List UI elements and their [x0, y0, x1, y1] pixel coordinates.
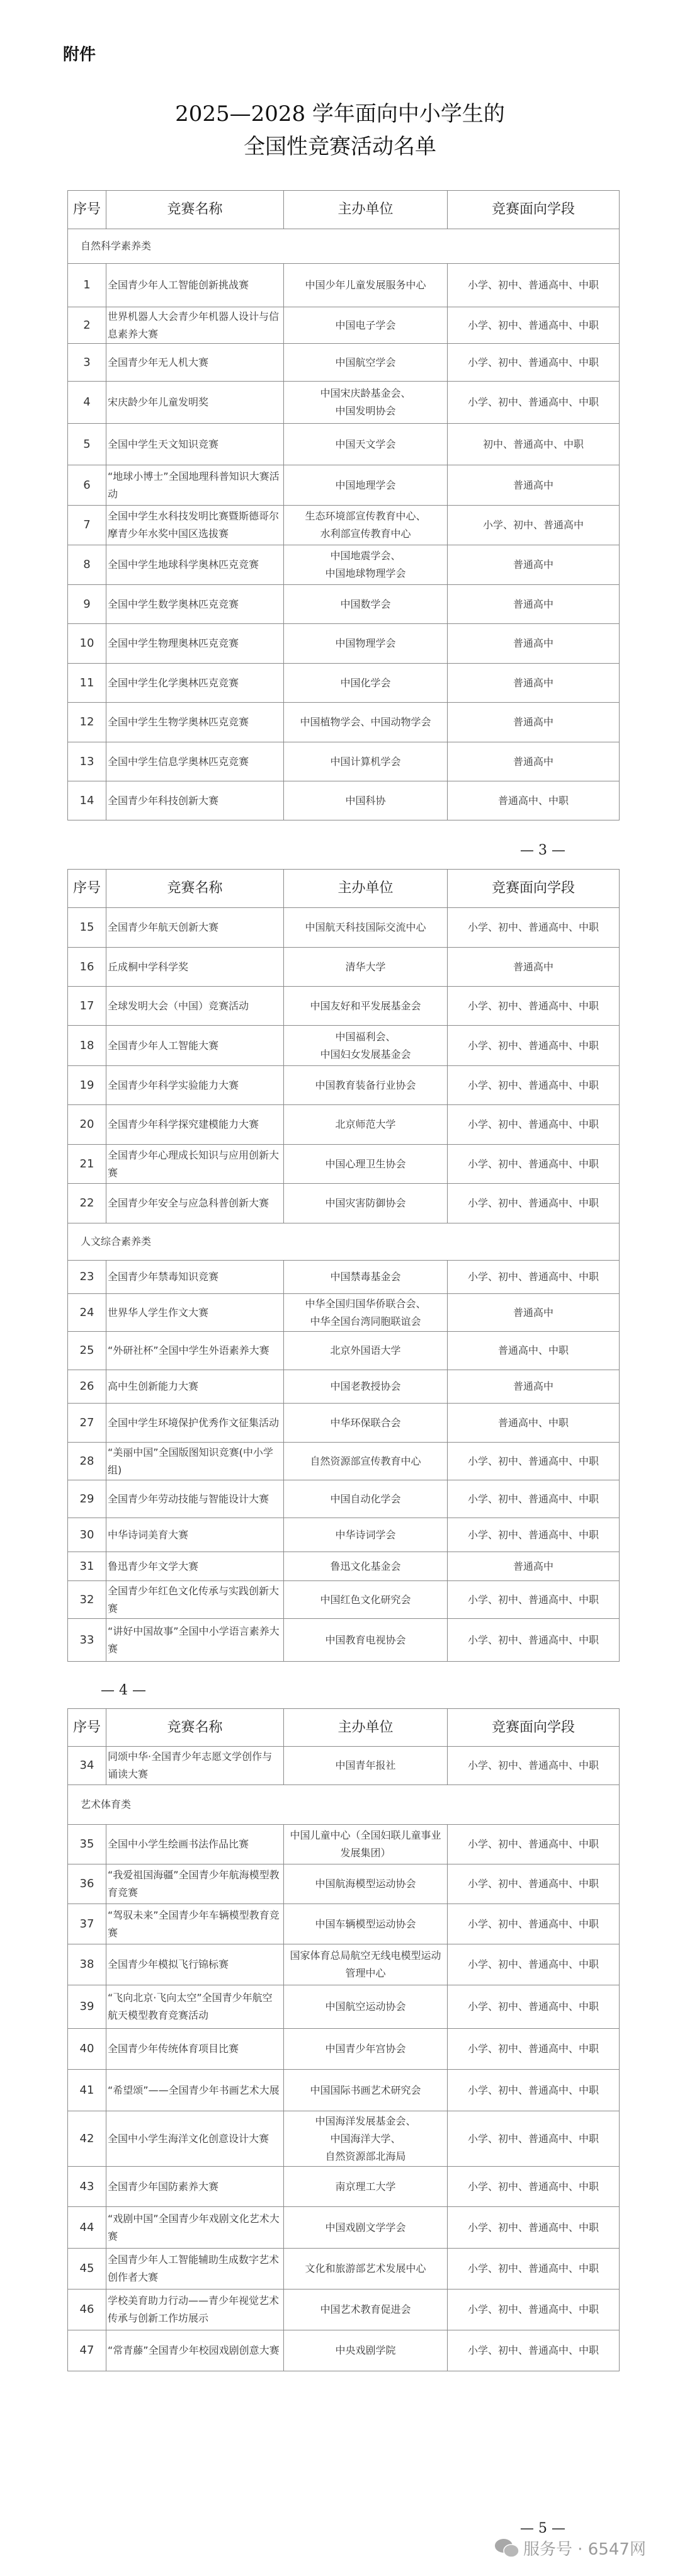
serial-number: 21 [68, 1145, 106, 1184]
school-level: 小学、初中、普通高中、中职 [448, 2029, 620, 2070]
competition-name: “美丽中国”全国版图知识竞赛(中小学组) [106, 1443, 284, 1480]
serial-number: 14 [68, 781, 106, 820]
table-row [68, 1552, 620, 1581]
competition-name: 全国中学生生物学奥林匹克竞赛 [106, 703, 284, 742]
serial-number: 5 [68, 424, 106, 465]
serial-number: 47 [68, 2330, 106, 2371]
competition-name: 全国青少年安全与应急科普创新大赛 [106, 1184, 284, 1223]
header-no: 序号 [68, 191, 106, 229]
school-level: 小学、初中、普通高中 [448, 506, 620, 545]
organizer: 中国少年儿童发展服务中心 [284, 264, 448, 307]
table-row [68, 1184, 620, 1223]
table-row [68, 987, 620, 1026]
table-row [68, 382, 620, 424]
table-row [68, 344, 620, 382]
attachment-label: 附件 [63, 45, 96, 64]
serial-number: 38 [68, 1944, 106, 1985]
header-organizer: 主办单位 [284, 1709, 448, 1747]
serial-number: 27 [68, 1404, 106, 1443]
competition-name: “驾驭未来”全国青少年车辆模型教育竞赛 [106, 1904, 284, 1944]
competition-name: 丘成桐中学科学奖 [106, 948, 284, 987]
organizer: 中国航空学会 [284, 344, 448, 382]
serial-number: 40 [68, 2029, 106, 2070]
serial-number: 46 [68, 2289, 106, 2330]
competition-name: 世界机器人大会青少年机器人设计与信息素养大赛 [106, 307, 284, 344]
competition-name: 全国青少年无人机大赛 [106, 344, 284, 382]
school-level: 小学、初中、普通高中、中职 [448, 1066, 620, 1105]
serial-number: 15 [68, 908, 106, 948]
organizer: 中华环保联合会 [284, 1404, 448, 1443]
header-level: 竞赛面向学段 [448, 1709, 620, 1747]
organizer: 中国航海模型运动协会 [284, 1864, 448, 1904]
table-row [68, 948, 620, 987]
table-row [68, 1370, 620, 1404]
serial-number: 30 [68, 1518, 106, 1552]
competition-table-page-5 [67, 1708, 620, 2371]
organizer: 中国地理学会 [284, 465, 448, 506]
school-level: 小学、初中、普通高中、中职 [448, 2111, 620, 2167]
organizer: 国家体育总局航空无线电模型运动管理中心 [284, 1944, 448, 1985]
table-row [68, 1026, 620, 1066]
serial-number: 12 [68, 703, 106, 742]
organizer: 中国宋庆龄基金会、 中国发明协会 [284, 382, 448, 424]
school-level: 小学、初中、普通高中、中职 [448, 2207, 620, 2249]
serial-number: 20 [68, 1105, 106, 1145]
table-row [68, 2167, 620, 2207]
table-row [68, 1904, 620, 1944]
serial-number: 44 [68, 2207, 106, 2249]
serial-number: 26 [68, 1370, 106, 1404]
organizer: 中国儿童中心（全国妇联儿童事业发展集团） [284, 1825, 448, 1864]
table-row [68, 1825, 620, 1864]
table-row [68, 1404, 620, 1443]
organizer: 中国福利会、 中国妇女发展基金会 [284, 1026, 448, 1066]
table-row [68, 307, 620, 344]
school-level: 小学、初中、普通高中、中职 [448, 1518, 620, 1552]
serial-number: 25 [68, 1332, 106, 1370]
serial-number: 7 [68, 506, 106, 545]
serial-number: 18 [68, 1026, 106, 1066]
competition-name: 全国青少年劳动技能与智能设计大赛 [106, 1480, 284, 1518]
competition-name: 全国中学生环境保护优秀作文征集活动 [106, 1404, 284, 1443]
serial-number: 10 [68, 624, 106, 664]
table-row [68, 1864, 620, 1904]
serial-number: 22 [68, 1184, 106, 1223]
table-row [68, 585, 620, 624]
school-level: 普通高中 [448, 624, 620, 664]
table-row [68, 545, 620, 585]
school-level: 普通高中、中职 [448, 1332, 620, 1370]
header-name: 竞赛名称 [106, 191, 284, 229]
organizer: 中国戏剧文学学会 [284, 2207, 448, 2249]
school-level: 普通高中 [448, 703, 620, 742]
organizer: 中国红色文化研究会 [284, 1581, 448, 1619]
serial-number: 35 [68, 1825, 106, 1864]
serial-number: 1 [68, 264, 106, 307]
organizer: 中国友好和平发展基金会 [284, 987, 448, 1026]
school-level: 小学、初中、普通高中、中职 [448, 1944, 620, 1985]
serial-number: 6 [68, 465, 106, 506]
organizer: 中国数学会 [284, 585, 448, 624]
organizer: 中国教育电视协会 [284, 1619, 448, 1662]
organizer: 南京理工大学 [284, 2167, 448, 2207]
competition-name: “外研社杯”全国中学生外语素养大赛 [106, 1332, 284, 1370]
competition-name: 全国中小学生海洋文化创意设计大赛 [106, 2111, 284, 2167]
category-label: 艺术体育类 [68, 1785, 620, 1825]
serial-number: 43 [68, 2167, 106, 2207]
page-number: — 5 — [520, 2521, 565, 2536]
competition-name: 全国青少年科学实验能力大赛 [106, 1066, 284, 1105]
school-level: 小学、初中、普通高中、中职 [448, 1581, 620, 1619]
competition-name: “常青藤”全国青少年校园戏剧创意大赛 [106, 2330, 284, 2371]
school-level: 小学、初中、普通高中、中职 [448, 1985, 620, 2029]
document-title-line1: 2025—2028 学年面向中小学生的 [175, 101, 505, 127]
competition-name: “地球小博士”全国地理科普知识大赛活动 [106, 465, 284, 506]
school-level: 小学、初中、普通高中、中职 [448, 1443, 620, 1480]
school-level: 小学、初中、普通高中、中职 [448, 1026, 620, 1066]
school-level: 小学、初中、普通高中、中职 [448, 2070, 620, 2111]
table-row [68, 1294, 620, 1332]
competition-name: 全国青少年红色文化传承与实践创新大赛 [106, 1581, 284, 1619]
organizer: 文化和旅游部艺术发展中心 [284, 2249, 448, 2289]
organizer: 清华大学 [284, 948, 448, 987]
organizer: 中华诗词学会 [284, 1518, 448, 1552]
category-row [68, 229, 620, 264]
organizer: 中国自动化学会 [284, 1480, 448, 1518]
table-row [68, 1480, 620, 1518]
school-level: 小学、初中、普通高中、中职 [448, 344, 620, 382]
competition-name: 全国青少年心理成长知识与应用创新大赛 [106, 1145, 284, 1184]
serial-number: 28 [68, 1443, 106, 1480]
competition-name: 全国青少年模拟飞行锦标赛 [106, 1944, 284, 1985]
school-level: 普通高中 [448, 742, 620, 781]
organizer: 中国青少年宫协会 [284, 2029, 448, 2070]
competition-name: “希望颂”——全国青少年书画艺术大展 [106, 2070, 284, 2111]
serial-number: 37 [68, 1904, 106, 1944]
competition-name: 全国青少年国防素养大赛 [106, 2167, 284, 2207]
school-level: 普通高中 [448, 1552, 620, 1581]
organizer: 北京外国语大学 [284, 1332, 448, 1370]
table-row [68, 2289, 620, 2330]
organizer: 中国车辆模型运动协会 [284, 1904, 448, 1944]
school-level: 初中、普通高中、中职 [448, 424, 620, 465]
school-level: 小学、初中、普通高中、中职 [448, 2249, 620, 2289]
serial-number: 2 [68, 307, 106, 344]
category-row [68, 1785, 620, 1825]
header-no: 序号 [68, 1709, 106, 1747]
school-level: 小学、初中、普通高中、中职 [448, 1747, 620, 1785]
competition-name: “戏剧中国”全国青少年戏剧文化艺术大赛 [106, 2207, 284, 2249]
table-row [68, 2330, 620, 2371]
competition-name: 学校美育助力行动——青少年视觉艺术传承与创新工作坊展示 [106, 2289, 284, 2330]
organizer: 中国心理卫生协会 [284, 1145, 448, 1184]
table-row [68, 664, 620, 703]
serial-number: 16 [68, 948, 106, 987]
organizer: 中国天文学会 [284, 424, 448, 465]
school-level: 普通高中 [448, 545, 620, 585]
table-row [68, 1518, 620, 1552]
school-level: 普通高中、中职 [448, 781, 620, 820]
school-level: 小学、初中、普通高中、中职 [448, 1864, 620, 1904]
page-number: — 3 — [520, 843, 565, 858]
competition-name: 全国中学生化学奥林匹克竞赛 [106, 664, 284, 703]
competition-name: “讲好中国故事”全国中小学语言素养大赛 [106, 1619, 284, 1662]
competition-name: 同颂中华·全国青少年志愿文学创作与诵读大赛 [106, 1747, 284, 1785]
school-level: 小学、初中、普通高中、中职 [448, 1145, 620, 1184]
organizer: 中国植物学会、中国动物学会 [284, 703, 448, 742]
table-header-row [68, 191, 620, 229]
competition-name: “飞向北京·飞向太空”全国青少年航空航天模型教育竞赛活动 [106, 1985, 284, 2029]
table-row [68, 781, 620, 820]
table-row [68, 2029, 620, 2070]
watermark [494, 2536, 646, 2560]
table-row [68, 2207, 620, 2249]
organizer: 北京师范大学 [284, 1105, 448, 1145]
school-level: 小学、初中、普通高中、中职 [448, 382, 620, 424]
header-organizer: 主办单位 [284, 191, 448, 229]
organizer: 中国化学会 [284, 664, 448, 703]
school-level: 小学、初中、普通高中、中职 [448, 1480, 620, 1518]
competition-name: 鲁迅青少年文学大赛 [106, 1552, 284, 1581]
competition-name: “我爱祖国海疆”全国青少年航海模型教育竞赛 [106, 1864, 284, 1904]
table-header-row [68, 1709, 620, 1747]
serial-number: 24 [68, 1294, 106, 1332]
competition-name: 高中生创新能力大赛 [106, 1370, 284, 1404]
header-name: 竞赛名称 [106, 870, 284, 908]
serial-number: 45 [68, 2249, 106, 2289]
school-level: 普通高中 [448, 948, 620, 987]
category-label: 自然科学素养类 [68, 229, 620, 264]
competition-name: 宋庆龄少年儿童发明奖 [106, 382, 284, 424]
school-level: 普通高中 [448, 585, 620, 624]
competition-name: 全球发明大会（中国）竞赛活动 [106, 987, 284, 1026]
competition-name: 中华诗词美育大赛 [106, 1518, 284, 1552]
competition-name: 全国青少年人工智能大赛 [106, 1026, 284, 1066]
organizer: 中国物理学会 [284, 624, 448, 664]
serial-number: 42 [68, 2111, 106, 2167]
table-row [68, 1581, 620, 1619]
serial-number: 4 [68, 382, 106, 424]
organizer: 中国航空运动协会 [284, 1985, 448, 2029]
organizer: 中国电子学会 [284, 307, 448, 344]
school-level: 普通高中 [448, 664, 620, 703]
serial-number: 29 [68, 1480, 106, 1518]
wechat-icon [494, 2538, 519, 2559]
organizer: 中国艺术教育促进会 [284, 2289, 448, 2330]
serial-number: 34 [68, 1747, 106, 1785]
serial-number: 39 [68, 1985, 106, 2029]
table-row [68, 1443, 620, 1480]
competition-name: 全国青少年科技创新大赛 [106, 781, 284, 820]
school-level: 小学、初中、普通高中、中职 [448, 908, 620, 948]
competition-name: 全国中学生天文知识竞赛 [106, 424, 284, 465]
school-level: 小学、初中、普通高中、中职 [448, 1105, 620, 1145]
competition-table-page-3 [67, 190, 620, 820]
school-level: 普通高中 [448, 465, 620, 506]
serial-number: 32 [68, 1581, 106, 1619]
table-row [68, 1145, 620, 1184]
table-row [68, 2249, 620, 2289]
table-row [68, 1066, 620, 1105]
serial-number: 3 [68, 344, 106, 382]
table-row [68, 742, 620, 781]
competition-table-page-4 [67, 869, 620, 1662]
competition-name: 全国中学生数学奥林匹克竞赛 [106, 585, 284, 624]
header-organizer: 主办单位 [284, 870, 448, 908]
organizer: 生态环境部宣传教育中心、 水利部宣传教育中心 [284, 506, 448, 545]
table-header-row [68, 870, 620, 908]
school-level: 小学、初中、普通高中、中职 [448, 987, 620, 1026]
serial-number: 41 [68, 2070, 106, 2111]
organizer: 中国国际书画艺术研究会 [284, 2070, 448, 2111]
serial-number: 31 [68, 1552, 106, 1581]
serial-number: 8 [68, 545, 106, 585]
table-row [68, 2070, 620, 2111]
table-row [68, 1747, 620, 1785]
table-row [68, 264, 620, 307]
table-row [68, 703, 620, 742]
organizer: 中国计算机学会 [284, 742, 448, 781]
organizer: 鲁迅文化基金会 [284, 1552, 448, 1581]
table-row [68, 1332, 620, 1370]
organizer: 中华全国归国华侨联合会、 中华全国台湾同胞联谊会 [284, 1294, 448, 1332]
competition-name: 全国青少年禁毒知识竞赛 [106, 1261, 284, 1294]
school-level: 普通高中、中职 [448, 1404, 620, 1443]
document-title-line2: 全国性竞赛活动名单 [244, 134, 436, 159]
school-level: 小学、初中、普通高中、中职 [448, 2330, 620, 2371]
school-level: 普通高中 [448, 1294, 620, 1332]
table-row [68, 1944, 620, 1985]
serial-number: 33 [68, 1619, 106, 1662]
organizer: 中国航天科技国际交流中心 [284, 908, 448, 948]
serial-number: 17 [68, 987, 106, 1026]
school-level: 普通高中 [448, 1370, 620, 1404]
competition-name: 全国青少年人工智能辅助生成数字艺术创作者大赛 [106, 2249, 284, 2289]
serial-number: 36 [68, 1864, 106, 1904]
organizer: 中国海洋发展基金会、 中国海洋大学、 自然资源部北海局 [284, 2111, 448, 2167]
header-level: 竞赛面向学段 [448, 870, 620, 908]
school-level: 小学、初中、普通高中、中职 [448, 307, 620, 344]
serial-number: 9 [68, 585, 106, 624]
header-name: 竞赛名称 [106, 1709, 284, 1747]
header-level: 竞赛面向学段 [448, 191, 620, 229]
page-number: — 4 — [101, 1682, 146, 1698]
organizer: 中国禁毒基金会 [284, 1261, 448, 1294]
organizer: 中国地震学会、 中国地球物理学会 [284, 545, 448, 585]
organizer: 中国老教授协会 [284, 1370, 448, 1404]
competition-name: 全国中学生地球科学奥林匹克竞赛 [106, 545, 284, 585]
table-row [68, 1985, 620, 2029]
table-row [68, 1261, 620, 1294]
table-row [68, 1105, 620, 1145]
table-row [68, 506, 620, 545]
competition-name: 全国中学生信息学奥林匹克竞赛 [106, 742, 284, 781]
organizer: 中国科协 [284, 781, 448, 820]
competition-name: 世界华人学生作文大赛 [106, 1294, 284, 1332]
organizer: 中国青年报社 [284, 1747, 448, 1785]
competition-name: 全国青少年航天创新大赛 [106, 908, 284, 948]
school-level: 小学、初中、普通高中、中职 [448, 264, 620, 307]
table-row [68, 2111, 620, 2167]
table-row [68, 424, 620, 465]
watermark-text: 服务号 · 6547网 [523, 2540, 646, 2559]
school-level: 小学、初中、普通高中、中职 [448, 1261, 620, 1294]
serial-number: 23 [68, 1261, 106, 1294]
school-level: 小学、初中、普通高中、中职 [448, 2289, 620, 2330]
organizer: 中央戏剧学院 [284, 2330, 448, 2371]
table-row [68, 465, 620, 506]
serial-number: 19 [68, 1066, 106, 1105]
school-level: 小学、初中、普通高中、中职 [448, 1619, 620, 1662]
competition-name: 全国中小学生绘画书法作品比赛 [106, 1825, 284, 1864]
school-level: 小学、初中、普通高中、中职 [448, 1825, 620, 1864]
category-label: 人文综合素养类 [68, 1223, 620, 1261]
table-row [68, 624, 620, 664]
table-row [68, 1619, 620, 1662]
school-level: 小学、初中、普通高中、中职 [448, 1904, 620, 1944]
serial-number: 13 [68, 742, 106, 781]
school-level: 小学、初中、普通高中、中职 [448, 1184, 620, 1223]
competition-name: 全国中学生水科技发明比赛暨斯德哥尔摩青少年水奖中国区选拔赛 [106, 506, 284, 545]
organizer: 中国灾害防御协会 [284, 1184, 448, 1223]
organizer: 中国教育装备行业协会 [284, 1066, 448, 1105]
category-row [68, 1223, 620, 1261]
organizer: 自然资源部宣传教育中心 [284, 1443, 448, 1480]
competition-name: 全国中学生物理奥林匹克竞赛 [106, 624, 284, 664]
serial-number: 11 [68, 664, 106, 703]
competition-name: 全国青少年传统体育项目比赛 [106, 2029, 284, 2070]
competition-name: 全国青少年科学探究建模能力大赛 [106, 1105, 284, 1145]
competition-name: 全国青少年人工智能创新挑战赛 [106, 264, 284, 307]
header-no: 序号 [68, 870, 106, 908]
school-level: 小学、初中、普通高中、中职 [448, 2167, 620, 2207]
table-row [68, 908, 620, 948]
